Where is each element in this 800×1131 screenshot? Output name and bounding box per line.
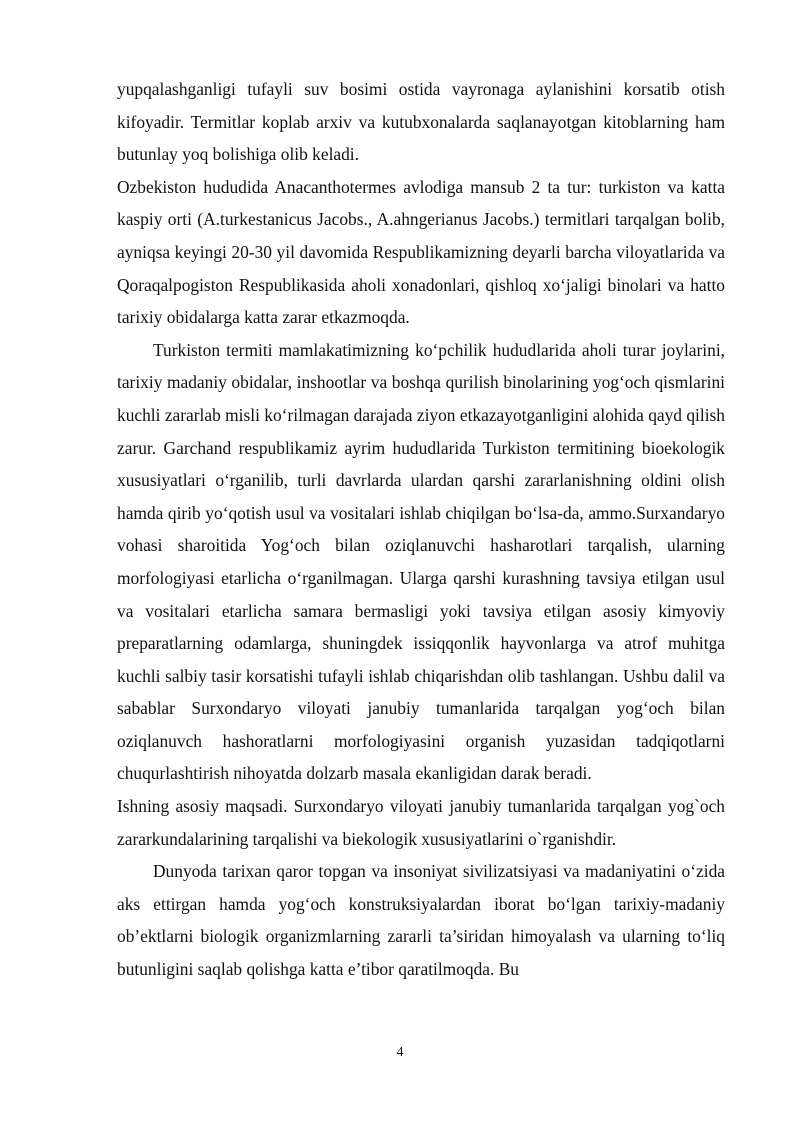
paragraph-1: yupqalashganligi tufayli suv bosimi ostida vayronaga aylanishini korsatib otish kifoyadir. Termitlar koplab arxiv va kutubxonalarda saqlanayotgan kitoblarning ham butunlay yoq bolishiga olib keladi. [117, 79, 725, 165]
paragraph-2: Ozbekiston hududida Anacanthotermes avlodiga mansub 2 ta tur: turkiston va katta kaspiy orti (A.turkestanicus Jacobs., A.ahngerianus Jacobs.) termitlari tarqalgan bolib, ayniqsa keyingi 20-30 yil davomida Respublikamizning deyarli barcha viloyatlarida va Qoraqalpogiston Respublikasida aholi xonadonlari, qishloq xo‘jaligi binolari va hatto tarixiy obidalarga katta zarar etkazmoqda. [117, 176, 725, 328]
paragraph-4: Ishning asosiy maqsadi. Surxondaryo viloyati janubiy tumanlarida tarqalgan yog`och zararkundalarining tarqalishi va biekologik xususiyatlarini o`rganishdir. [117, 796, 725, 849]
paragraph-5: Dunyoda tarixan qaror topgan va insoniyat sivilizatsiyasi va madaniyatini o‘zida aks ettirgan hamda yog‘och konstruksiyalardan iborat bo‘lgan tarixiy-madaniy ob’ektlarni biologik organizmlarning zararli ta’siridan himoyalash va ularning to‘liq butunligini saqlab qolishga katta e’tibor qaratilmoqda. Bu [117, 861, 725, 980]
page-number: 4 [396, 1045, 404, 1060]
body-text [117, 73, 725, 986]
paragraph-3: Turkiston termiti mamlakatimizning ko‘pchilik hududlarida aholi turar joylarini, tarixiy madaniy obidalar, inshootlar va boshqa qurilish binolarining yog‘och qismlarini kuchli zararlab misli ko‘rilmagan darajada ziyon etkazayotganligini alohida qayd qilish zarur. Garchand respublikamiz ayrim hududlarida Turkiston termitining bioekologik xususiyatlari o‘rganilib, turli davrlarda ulardan qarshi zararlanishning oldini olish hamda qirib yo‘qotish usul va vositalari ishlab chiqilgan bo‘lsa-da, ammo.Surxandaryo vohasi sharoitida Yog‘och bilan oziqlanuvchi hasharotlari tarqalish, ularning morfologiyasi etarlicha o‘rganilmagan. Ularga qarshi kurashning tavsiya etilgan usul va vositalari etarlicha samara bermasligi yoki tavsiya etilgan asosiy kimyoviy preparatlarning odamlarga, shuningdek issiqqonlik hayvonlarga va atrof muhitga kuchli salbiy tasir korsatishi tufayli ishlab chiqarishdan olib tashlangan. Ushbu dalil va sabablar Surxondaryo viloyati janubiy tumanlarida tarqalgan yog‘och bilan oziqlanuvch hashoratlarni morfologiyasini organish yuzasidan tadqiqotlarni chuqurlashtirish nihoyatda dolzarb masala ekanligidan darak beradi. [117, 339, 725, 784]
